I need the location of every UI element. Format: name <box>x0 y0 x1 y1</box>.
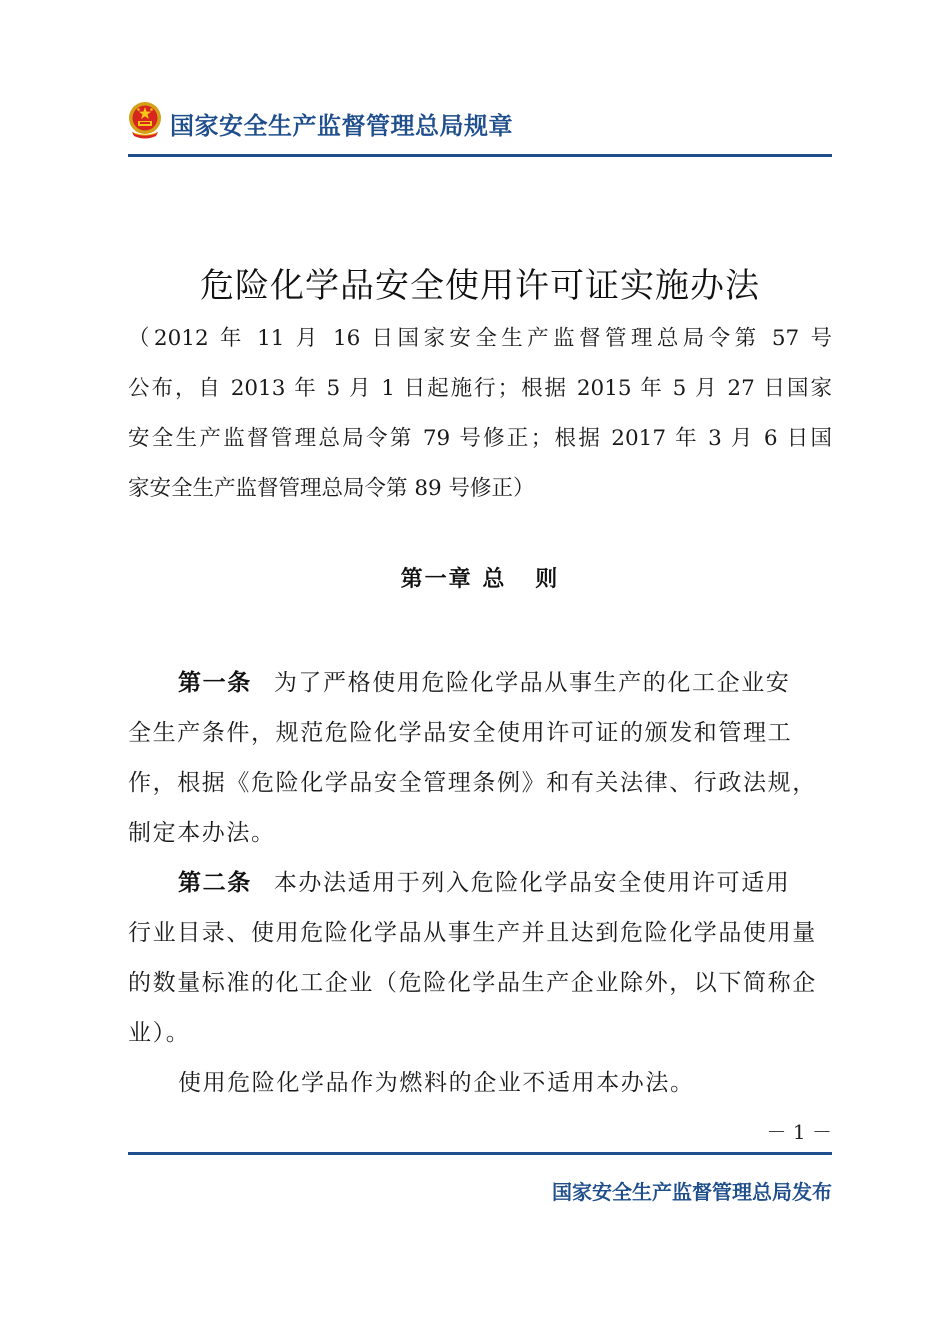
header-title: 国家安全生产监督管理总局规章 <box>170 112 513 140</box>
note-line: 家安全生产监督管理总局令第 89 号修正） <box>128 476 535 501</box>
article-label: 第二条 <box>178 870 252 896</box>
article-line: 行业目录、使用危险化学品从事生产并且达到危险化学品使用量 <box>128 920 817 946</box>
footer-divider <box>128 1152 832 1155</box>
page-number: － 1 － <box>766 1120 832 1144</box>
header-divider <box>128 154 832 157</box>
article-text: 本办法适用于列入危险化学品安全使用许可适用 <box>273 870 791 896</box>
chapter-heading: 第一章 总 则 <box>400 567 560 592</box>
promulgation-note <box>128 314 832 514</box>
paragraph: 使用危险化学品作为燃料的企业不适用本办法。 <box>178 1070 695 1096</box>
document-title: 危险化学品安全使用许可证实施办法 <box>200 266 760 306</box>
note-line: 公布，自 2013 年 5 月 1 日起施行；根据 2015 年 5 月 27 日国家 <box>128 376 832 401</box>
article-line: 作，根据《危险化学品安全管理条例》和有关法律、行政法规， <box>128 770 817 796</box>
article-first-line <box>128 858 832 908</box>
document-body <box>128 658 832 1108</box>
article-first-line <box>128 658 832 708</box>
note-line: 安全生产监督管理总局令第 79 号修正；根据 2017 年 3 月 6 日国 <box>128 426 832 451</box>
article-label: 第一条 <box>178 670 252 696</box>
national-emblem-icon <box>128 100 162 140</box>
note-line: （2012 年 11 月 16 日国家安全生产监督管理总局令第 57 号 <box>128 326 832 351</box>
article-line: 的数量标准的化工企业（危险化学品生产企业除外，以下简称企 <box>128 970 817 996</box>
footer-publisher: 国家安全生产监督管理总局发布 <box>552 1180 832 1204</box>
page-header <box>128 100 832 144</box>
article-line: 制定本办法。 <box>128 820 276 846</box>
article-line: 业）。 <box>128 1020 191 1046</box>
article-line: 全生产条件，规范危险化学品安全使用许可证的颁发和管理工 <box>128 720 793 746</box>
article-text: 为了严格使用危险化学品从事生产的化工企业安 <box>273 670 791 696</box>
